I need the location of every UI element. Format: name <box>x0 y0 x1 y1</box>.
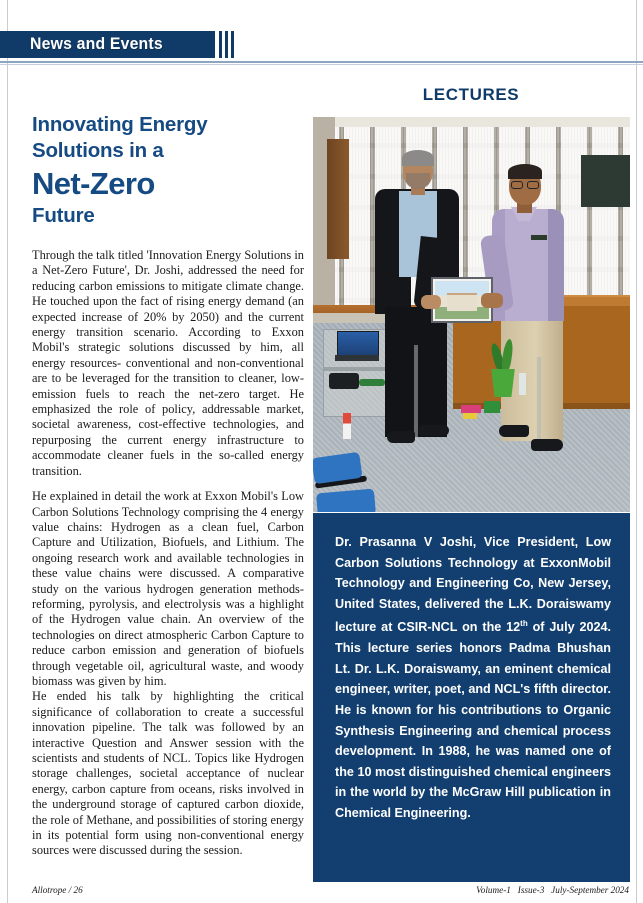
photo-person-right-shoe <box>499 425 529 437</box>
masthead-banner <box>0 31 215 58</box>
photo-laptop-screen <box>337 331 379 358</box>
photo-yellow-object <box>463 413 477 419</box>
photo-door <box>327 139 349 259</box>
footer-issue-info: Volume-1 Issue-3 July-September 2024 <box>476 885 629 895</box>
photo-equipment-case <box>329 373 359 389</box>
photo-person-right-shoe <box>531 439 563 451</box>
caption-part-1: Dr. Prasanna V Joshi, Vice President, Low Carbon Solutions Technology at ExxonMobil Technology and Engineering Co, New Jersey, United States, delivered the L.K. Doraiswamy lecture at CSIR-NCL on the 12 <box>335 535 611 635</box>
photo-pink-object <box>461 405 481 413</box>
page-border-right <box>636 0 637 903</box>
headline-line-3: Net-Zero <box>32 166 155 201</box>
photo-caption-text <box>335 532 611 824</box>
photo-blackboard <box>581 155 630 207</box>
photo-red-canister <box>343 413 351 439</box>
photo-person-left-shoe <box>419 425 449 436</box>
lecture-photo <box>313 117 630 512</box>
photo-water-bottle <box>519 373 526 395</box>
photo-person-left-shoe <box>387 431 415 443</box>
masthead-rule <box>0 61 643 63</box>
article-column <box>32 112 304 869</box>
photo-blue-chair <box>316 489 376 512</box>
article-headline <box>32 112 304 230</box>
article-paragraph: He explained in detail the work at Exxon Mobil's Low Carbon Solutions Technology comprising the 4 energy value chains: Hydrogen as a clean fuel, Carbon Capture and Utilization, Biofuels, and Lithium. The ongoing research work and available technologies in these value chains were discussed. A comparative study on the various hydrogen generation methods-reforming, pyrolysis, and electrolysis was a highlight of the Hydrogen value chain. An overview of the technologies on direct atmospheric Carbon Capture to reduce carbon emission and generation of biofuels through vegetable oil, agricultural waste, and woody biomass was given by him. <box>32 489 304 688</box>
caption-ordinal-suffix: th <box>520 619 528 629</box>
photo-green-cable <box>359 379 385 386</box>
photo-person-left-hair <box>402 150 434 166</box>
photo-caption-box <box>313 513 630 882</box>
masthead-stripe-3 <box>231 31 234 58</box>
photo-person-left-hand <box>421 295 441 309</box>
photo-laptop-base <box>335 355 379 361</box>
photo-person-right-hand <box>481 293 503 308</box>
photo-person-right-leg-gap <box>537 357 541 441</box>
caption-part-2: of July 2024. This lecture series honors Padma Bhushan Lt. Dr. L.K. Doraiswamy, an eminent chemical engineer, writer, poet, and NCL's fifth director. He is known for his contributions to Organic Synthesis Engineering and chemical process development. In 1988, he was named one of the 10 most distinguished chemical engineers in the world by the McGraw Hill publication in Chemical Engineering. <box>335 620 611 820</box>
headline-line-4: Future <box>32 204 95 227</box>
headline-line-1: Innovating Energy <box>32 113 208 136</box>
masthead-rule-thin <box>0 64 643 65</box>
photo-person-right-pocket <box>531 235 547 240</box>
masthead-label: News and Events <box>30 34 163 53</box>
photo-person-left-beard <box>406 173 430 189</box>
page-border-left <box>7 0 8 903</box>
photo-person-left-leg-gap <box>414 345 418 437</box>
article-paragraph: He ended his talk by highlighting the critical significance of collaboration to create a successful innovation pipeline. The talk was followed by an interactive Question and Answer session with the scientists and students of NCL. Topics like Hydrogen storage challenges, societal acceptance of nuclear energy, carbon capture from oceans, risks involved in the underground storage of captured carbon dioxide, the role of Methane, and possibilities of storing energy in its potential form using non-conventional energy sources were discussed during the session. <box>32 689 304 858</box>
photo-framed-memento-building <box>447 293 477 311</box>
masthead-stripe-1 <box>219 31 222 58</box>
photo-green-object <box>484 401 500 413</box>
article-paragraph: Through the talk titled 'Innovation Energy Solutions in a Net-Zero Future', Dr. Joshi, addressed the need for reducing carbon emissions to mitigate climate change. He touched upon the fact of rising energy demand (an expected increase of 20% by 2050) and the current energy transition scenario. According to Exxon Mobil's strategic solutions discussed by him, all energy resources- conventional and non-conventional are to be leveraged for the transition to cleaner, low-emission fuels to reach the net-zero target. He emphasized the role of policy, addressable market, societal awareness, cost-effective technologies, and repurposing the current energy infrastructure to accommodate cleaner fuels in the so-called energy transition. <box>32 248 304 478</box>
photo-person-right-glasses <box>511 181 523 189</box>
photo-trolley-shelf <box>323 367 389 371</box>
footer-publication: Allotrope / 26 <box>32 885 83 895</box>
masthead-stripe-2 <box>225 31 228 58</box>
photo-person-right-hair <box>508 164 542 179</box>
section-title: LECTURES <box>422 85 520 104</box>
headline-line-2: Solutions in a <box>32 139 164 162</box>
photo-ceiling-strip <box>313 117 630 127</box>
photo-person-right-glasses <box>527 181 539 189</box>
